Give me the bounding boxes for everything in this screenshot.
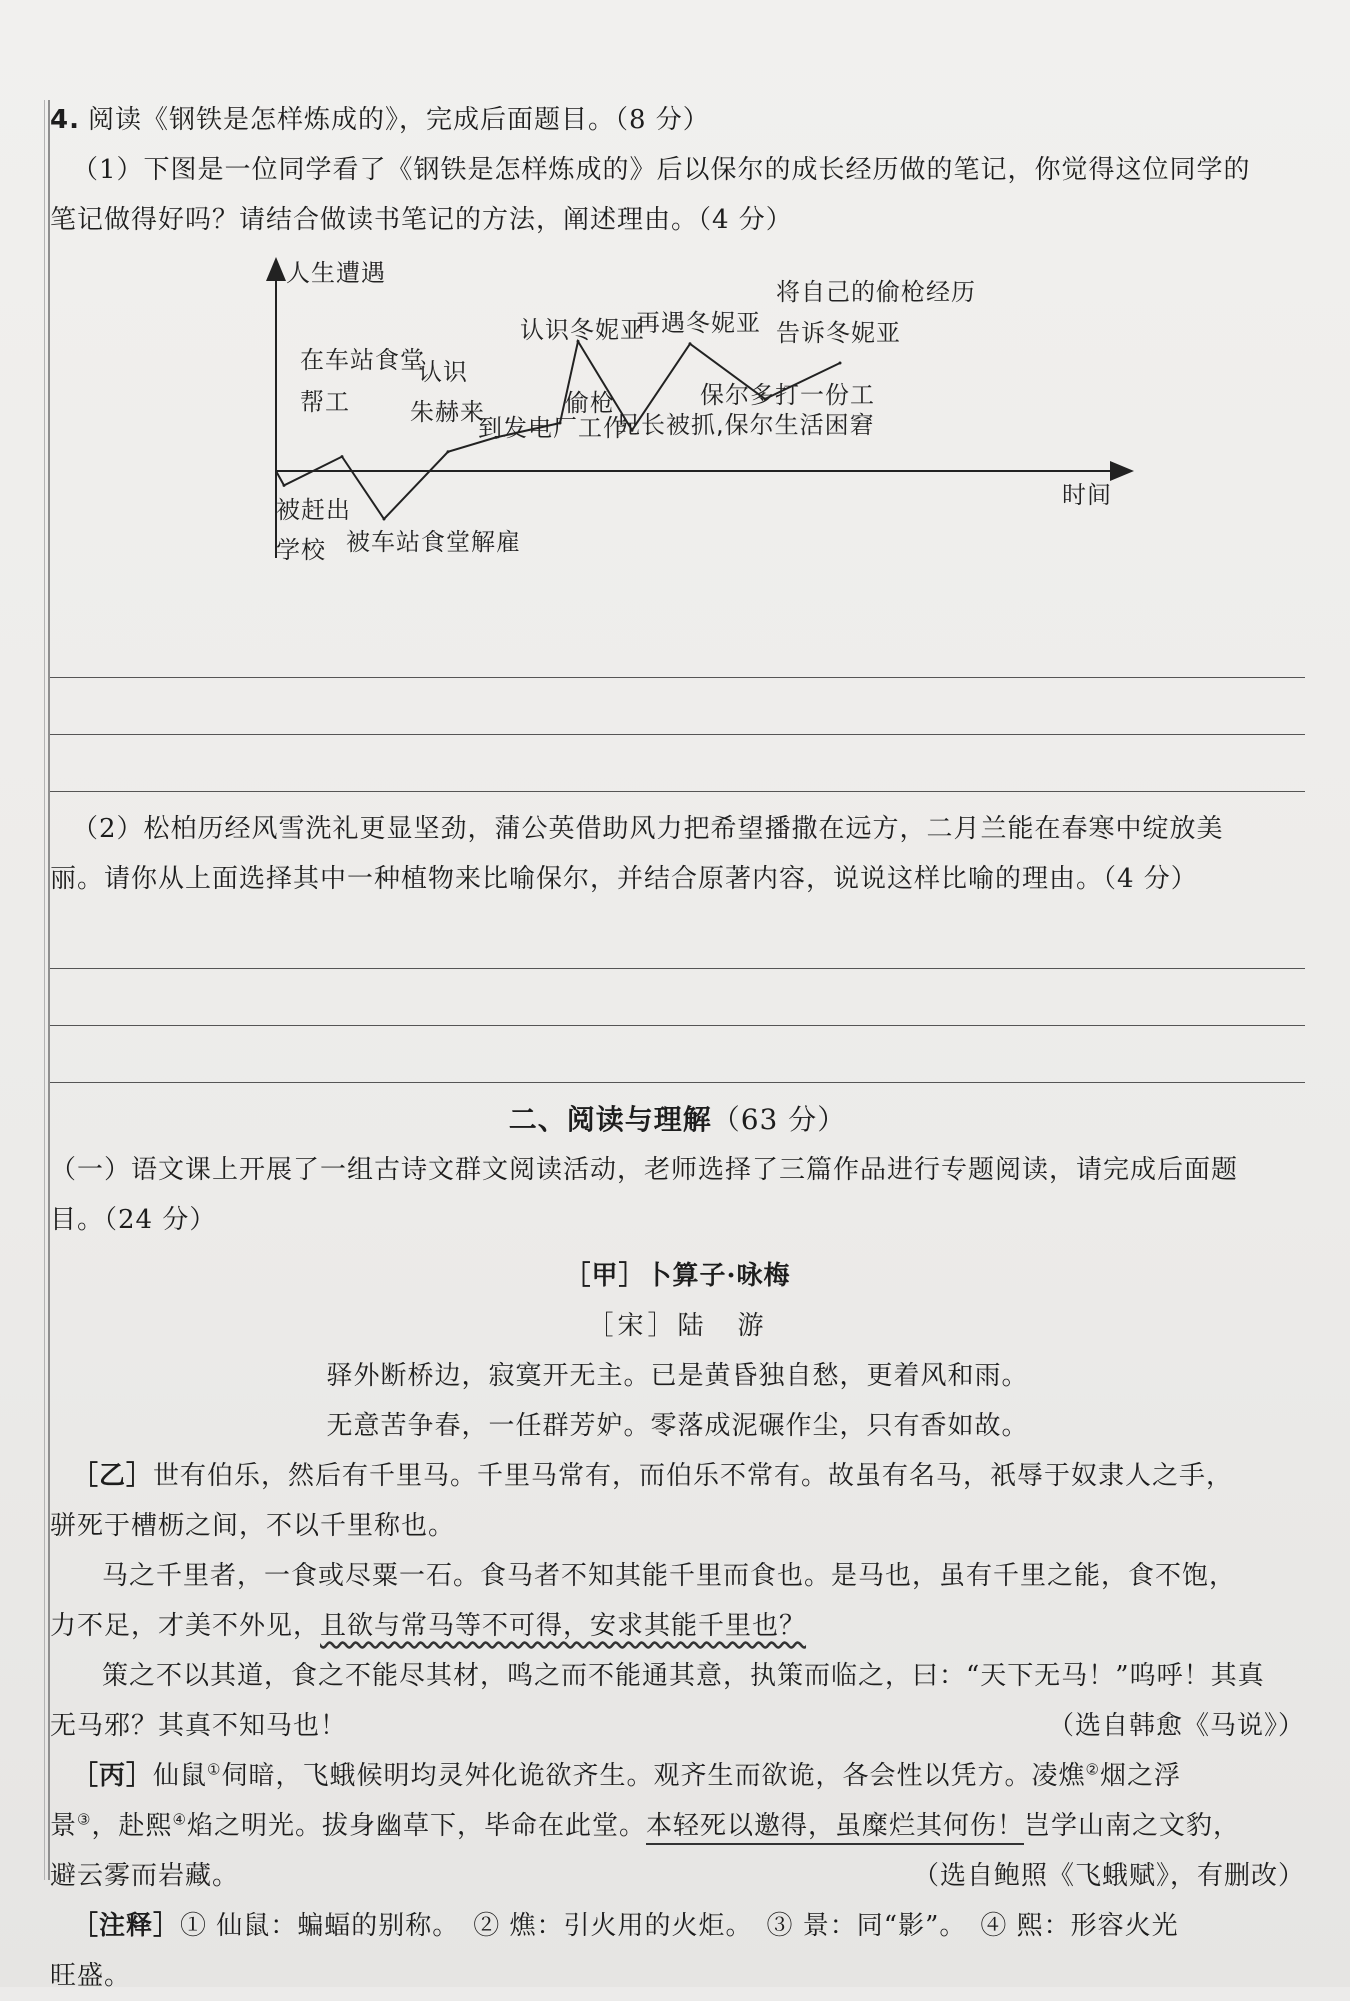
bing-text: 烟之浮 bbox=[1099, 1761, 1181, 1791]
note-ref-3: ③ bbox=[77, 1810, 92, 1829]
answer-line[interactable] bbox=[50, 1026, 1305, 1083]
section-2-title bbox=[50, 1095, 1305, 1145]
bing-text: 仙鼠 bbox=[153, 1761, 208, 1791]
bing-label: ［丙］ bbox=[72, 1761, 154, 1791]
bing-text: 伺暗，飞蛾候明均灵舛化诡欲齐生。观齐生而欲诡，各会性以凭方。凌燋 bbox=[221, 1761, 1086, 1791]
section-2-intro-line1: （一）语文课上开展了一组古诗文群文阅读活动，老师选择了三篇作品进行专题阅读，请完成后面题 bbox=[50, 1155, 1239, 1185]
question-4-2-line2: 丽。请你从上面选择其中一种植物来比喻保尔，并结合原著内容，说说这样比喻的理由。（4 分） bbox=[50, 864, 1198, 894]
yi-p3-line2-row bbox=[50, 1701, 1305, 1751]
yi-source: （选自韩愈《马说》） bbox=[1047, 1711, 1305, 1741]
event-label-7-1: 认识冬妮亚 bbox=[520, 316, 645, 344]
event-label-10-1: 保尔多打一份工 bbox=[700, 381, 875, 409]
notes-line2: 旺盛。 bbox=[50, 1961, 132, 1991]
question-4-1-line1: （1）下图是一位同学看了《钢铁是怎样炼成的》后以保尔的成长经历做的笔记，你觉得这位同学的 bbox=[72, 155, 1251, 185]
event-label-1-1: 被赶出 bbox=[276, 496, 351, 524]
bing-underlined-sentence: 本轻死以邀得，虽糜烂其何伤！ bbox=[646, 1811, 1024, 1845]
notes-text: ① 仙鼠：蝙蝠的别称。 ② 燋：引火用的火炬。 ③ 景：同“影”。 ④ 熙：形容火光 bbox=[180, 1911, 1179, 1941]
answer-line[interactable] bbox=[50, 678, 1305, 735]
notes-label: ［注释］ bbox=[72, 1911, 181, 1941]
answer-lines-2 bbox=[50, 912, 1305, 1083]
event-label-5-1: 到发电厂工作 bbox=[478, 414, 628, 442]
event-point-9 bbox=[689, 342, 692, 345]
event-label-2-1: 在车站食堂 bbox=[300, 346, 425, 374]
yi-p2-line2 bbox=[50, 1601, 1305, 1651]
event-label-6-1: 偷枪 bbox=[565, 389, 615, 417]
bing-line3-row bbox=[50, 1851, 1305, 1901]
x-axis-label: 时间 bbox=[1062, 481, 1112, 509]
bing-line1 bbox=[50, 1751, 1305, 1801]
bing-line3: 避云雾而岩藏。 bbox=[50, 1861, 240, 1891]
event-label-11-2: 告诉冬妮亚 bbox=[776, 319, 901, 347]
poem-line-1: 驿外断桥边，寂寞开无主。已是黄昏独自愁，更着风和雨。 bbox=[326, 1361, 1029, 1391]
note-ref-2: ② bbox=[1085, 1760, 1100, 1779]
bing-text: 岂学山南之文豹， bbox=[1023, 1811, 1240, 1841]
event-point-11 bbox=[839, 362, 842, 365]
notes-line1 bbox=[50, 1901, 1305, 1951]
event-label-2-2: 帮工 bbox=[300, 388, 350, 416]
event-point-1 bbox=[283, 484, 286, 487]
yi-p2-line2-text: 力不足，才美不外见， bbox=[50, 1611, 321, 1641]
question-4-2-line1: （2）松柏历经风雪洗礼更显坚劲，蒲公英借助风力把希望播撒在远方，二月兰能在春寒中绽放美 bbox=[72, 814, 1224, 844]
event-label-3-1: 被车站食堂解雇 bbox=[346, 528, 521, 556]
event-point-2 bbox=[341, 455, 344, 458]
event-labels bbox=[276, 278, 976, 564]
binding-line-inner bbox=[44, 100, 45, 1880]
yi-paragraph-1 bbox=[50, 1451, 1305, 1501]
bing-text: ，赴熙 bbox=[91, 1811, 173, 1841]
event-label-11-1: 将自己的偷枪经历 bbox=[776, 278, 976, 306]
answer-line[interactable] bbox=[50, 969, 1305, 1026]
event-label-1-2: 学校 bbox=[276, 536, 326, 564]
section-2-points: （63 分） bbox=[711, 1103, 847, 1136]
bing-text: 焰之明光。拔身幽草下，毕命在此堂。 bbox=[186, 1811, 646, 1841]
note-ref-4: ④ bbox=[172, 1810, 187, 1829]
event-label-4-2: 朱赫来 bbox=[410, 398, 485, 426]
poem-line-2: 无意苦争春，一任群芳妒。零落成泥碾作尘，只有香如故。 bbox=[326, 1411, 1029, 1441]
yi-underlined-sentence: 且欲与常马等不可得，安求其能千里也？ bbox=[320, 1611, 807, 1641]
answer-line[interactable] bbox=[50, 621, 1305, 678]
yi-p2-line1: 马之千里者，一食或尽粟一石。食马者不知其能千里而食也。是马也，虽有千里之能，食不饱， bbox=[102, 1561, 1237, 1591]
question-4-1-line2: 笔记做得好吗？请结合做读书笔记的方法，阐述理由。（4 分） bbox=[50, 205, 793, 235]
answer-line[interactable] bbox=[50, 912, 1305, 969]
growth-chart-svg bbox=[50, 253, 1305, 613]
event-point-4 bbox=[447, 450, 450, 453]
yi-p3-line1: 策之不以其道，食之不能尽其材，鸣之而不能通其意，执策而临之，曰：“天下无马！”呜呼！其真 bbox=[102, 1661, 1265, 1691]
bing-text: 景 bbox=[50, 1811, 78, 1841]
section-2-title-text: 二、阅读与理解 bbox=[508, 1103, 712, 1136]
event-label-8-1: 兄长被抓,保尔生活困窘 bbox=[616, 411, 875, 439]
event-label-9-1: 再遇冬妮亚 bbox=[636, 309, 761, 337]
event-label-4-1: 认识 bbox=[418, 358, 468, 386]
note-ref-1: ① bbox=[207, 1760, 222, 1779]
answer-lines-1 bbox=[50, 621, 1305, 792]
event-point-3 bbox=[383, 518, 386, 521]
question-number: 4. bbox=[50, 105, 80, 135]
y-axis-label: 人生遭遇 bbox=[286, 259, 386, 287]
page-content bbox=[50, 95, 1305, 2001]
yi-label: ［乙］ bbox=[72, 1461, 154, 1491]
question-4-heading bbox=[50, 95, 1305, 145]
answer-line[interactable] bbox=[50, 735, 1305, 792]
yi-p1-line1: 世有伯乐，然后有千里马。千里马常有，而伯乐不常有。故虽有名马，祇辱于奴隶人之手， bbox=[153, 1461, 1234, 1491]
section-2-intro-line2: 目。（24 分） bbox=[50, 1205, 217, 1235]
poem-author: ［宋］陆 游 bbox=[587, 1311, 768, 1341]
growth-chart bbox=[50, 253, 1305, 613]
question-4-text: 阅读《钢铁是怎样炼成的》，完成后面题目。（8 分） bbox=[87, 105, 710, 135]
bing-line2 bbox=[50, 1801, 1305, 1851]
yi-p1-line2: 骈死于槽枥之间，不以千里称也。 bbox=[50, 1511, 456, 1541]
poem-title: ［甲］卜算子·咏梅 bbox=[564, 1261, 791, 1291]
yi-p3-line2: 无马邪？其真不知马也！ bbox=[50, 1711, 348, 1741]
bing-source: （选自鲍照《飞蛾赋》，有删改） bbox=[912, 1861, 1305, 1891]
